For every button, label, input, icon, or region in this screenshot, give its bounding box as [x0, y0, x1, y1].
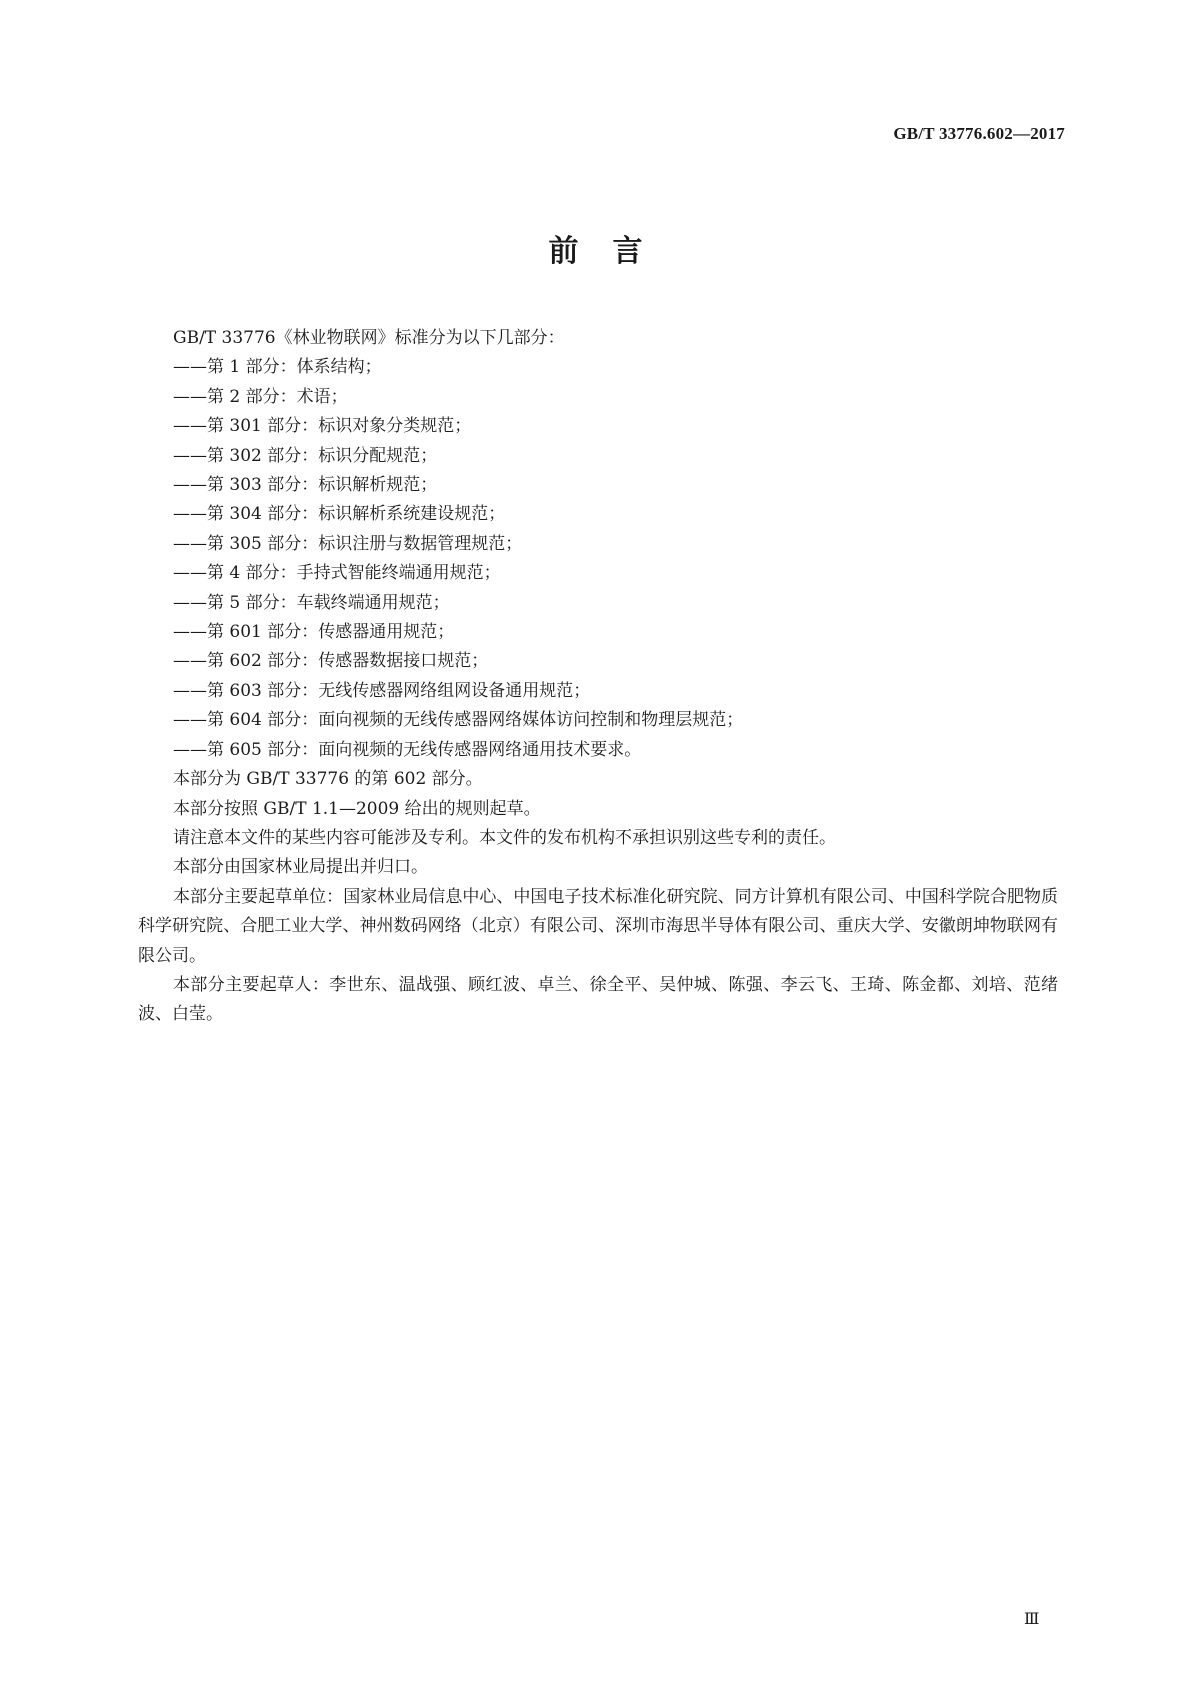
list-item: ——第 2 部分：术语；: [173, 386, 348, 407]
document-body: [138, 324, 1058, 1030]
drafting-rules-statement: 本部分按照 GB/T 1.1—2009 给出的规则起草。: [173, 798, 541, 819]
list-item: ——第 303 部分：标识解析规范；: [173, 475, 438, 496]
patent-notice: 请注意本文件的某些内容可能涉及专利。本文件的发布机构不承担识别这些专利的责任。: [173, 827, 836, 848]
intro-line: GB/T 33776《林业物联网》标准分为以下几部分：: [173, 328, 565, 348]
list-item: ——第 4 部分：手持式智能终端通用规范；: [173, 563, 501, 584]
page-number: Ⅲ: [1024, 1611, 1040, 1628]
drafters-paragraph: 本部分主要起草人：李世东、温战强、顾红波、卓兰、徐全平、吴仲城、陈强、李云飞、王琦、陈金都、刘培、范绪波、白莹。: [138, 974, 1058, 1025]
list-item: ——第 601 部分：传感器通用规范；: [173, 622, 455, 643]
this-part-statement: 本部分为 GB/T 33776 的第 602 部分。: [173, 769, 483, 790]
page-title: 前言: [548, 234, 677, 269]
list-item: ——第 301 部分：标识对象分类规范；: [173, 416, 472, 437]
list-item: ——第 302 部分：标识分配规范；: [173, 445, 438, 466]
list-item: ——第 602 部分：传感器数据接口规范；: [173, 651, 489, 672]
list-item: ——第 1 部分：体系结构；: [173, 357, 382, 378]
parts-list: [138, 353, 1058, 765]
list-item: ——第 605 部分：面向视频的无线传感器网络通用技术要求。: [173, 739, 642, 760]
list-item: ——第 604 部分：面向视频的无线传感器网络媒体访问控制和物理层规范；: [173, 710, 744, 731]
proposed-by-statement: 本部分由国家林业局提出并归口。: [173, 857, 428, 878]
list-item: ——第 603 部分：无线传感器网络组网设备通用规范；: [173, 680, 591, 701]
list-item: ——第 5 部分：车载终端通用规范；: [173, 592, 450, 613]
standard-code: GB/T 33776.602—2017: [893, 124, 1065, 143]
drafting-units-paragraph: 本部分主要起草单位：国家林业局信息中心、中国电子技术标准化研究院、同方计算机有限公司、中国科学院合肥物质科学研究院、合肥工业大学、神州数码网络（北京）有限公司、深圳市海思半导体有限公司、重庆大学、安徽朗坤物联网有限公司。: [138, 886, 1058, 966]
list-item: ——第 304 部分：标识解析系统建设规范；: [173, 504, 506, 525]
list-item: ——第 305 部分：标识注册与数据管理规范；: [173, 533, 523, 554]
